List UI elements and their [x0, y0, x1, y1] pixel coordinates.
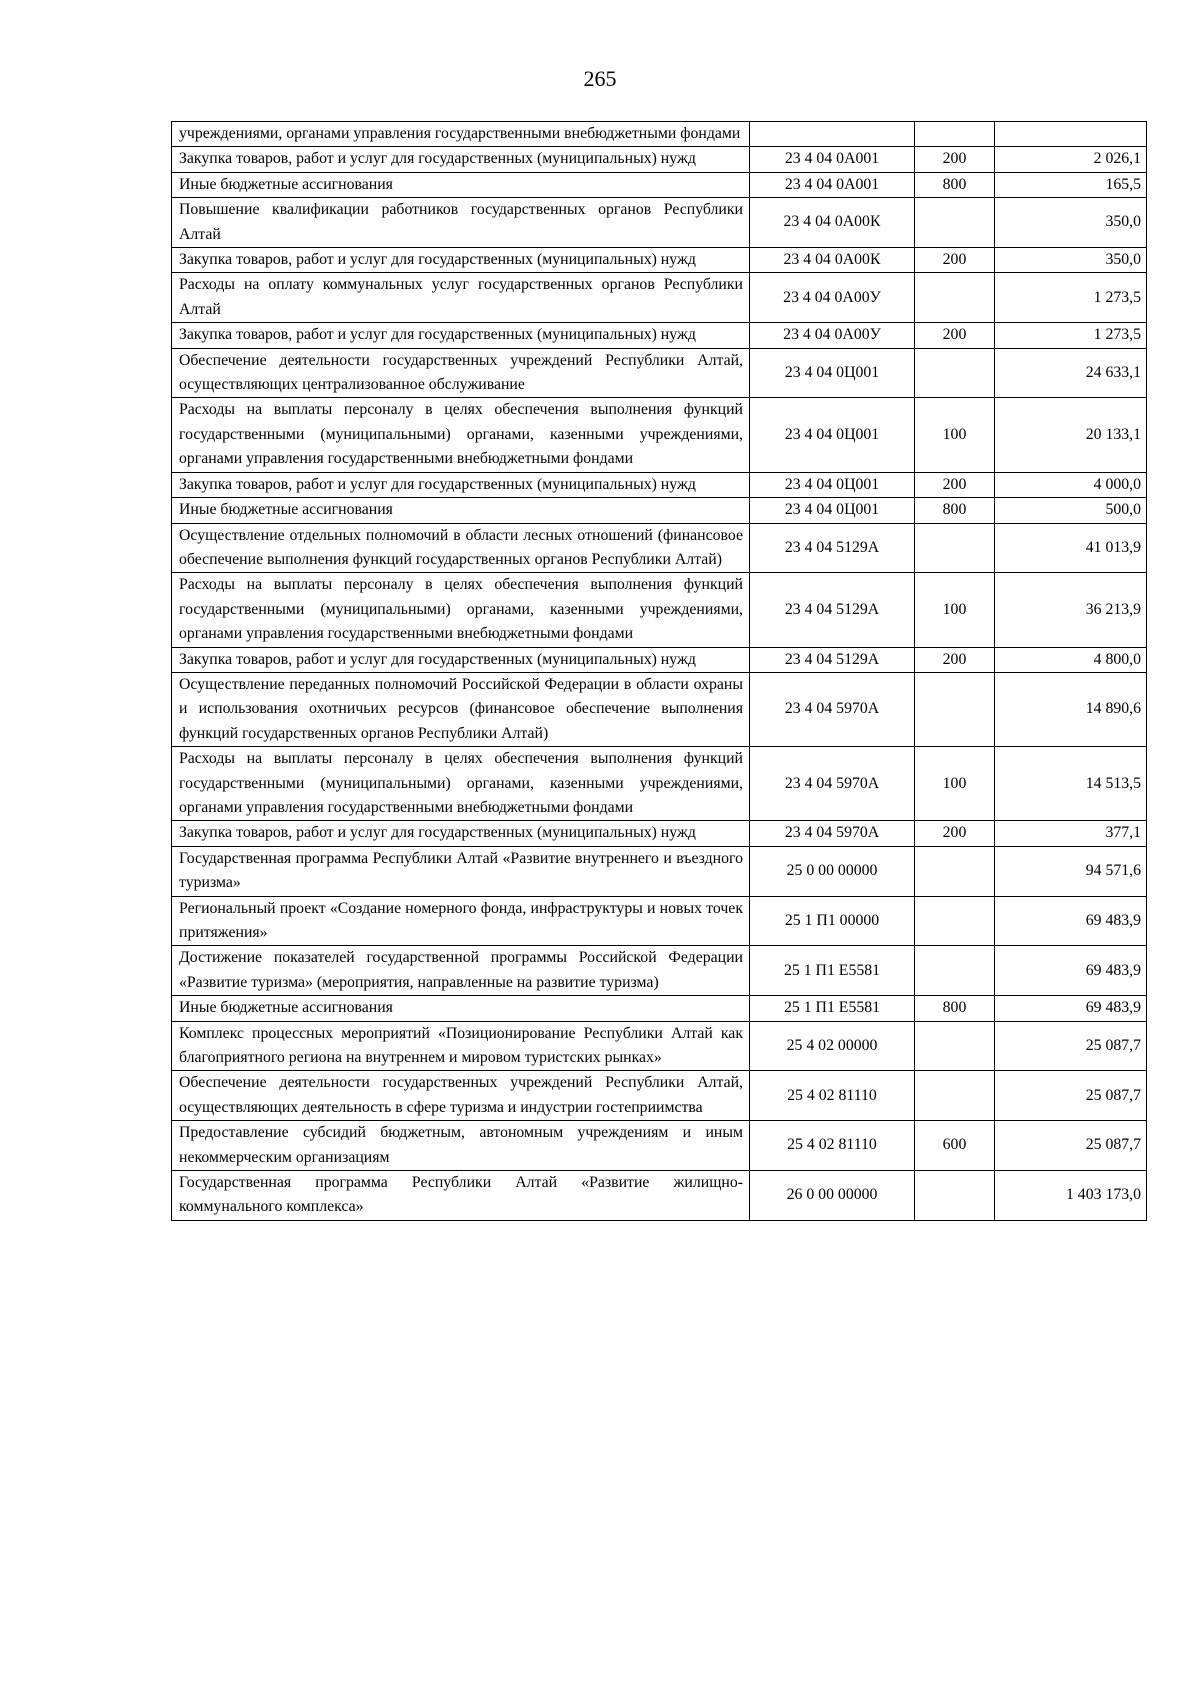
- table-row: [172, 472, 1147, 497]
- row-name-cell: Предоставление субсидий бюджетным, автономным учреждениям и иным некоммерческим организациям: [172, 1121, 750, 1171]
- row-amount-cell: 165,5: [995, 172, 1147, 197]
- row-type-cell: [915, 348, 995, 398]
- row-code-cell: 23 4 04 0А00У: [750, 323, 915, 348]
- table-row: [172, 747, 1147, 821]
- row-name-cell: Осуществление переданных полномочий Российской Федерации в области охраны и использования охотничьих ресурсов (финансовое обеспечение выполнения функций государственных органов Республики Алтай): [172, 672, 750, 746]
- row-name-cell: Закупка товаров, работ и услуг для государственных (муниципальных) нужд: [172, 821, 750, 846]
- row-name-cell: Расходы на выплаты персоналу в целях обеспечения выполнения функций государственными (муниципальными) органами, казенными учреждениями, органами управления государственными внебюджетными фондами: [172, 398, 750, 472]
- table-row: [172, 398, 1147, 472]
- row-code-cell: 23 4 04 0А001: [750, 172, 915, 197]
- row-name-cell: Обеспечение деятельности государственных учреждений Республики Алтай, осуществляющих централизованное обслуживание: [172, 348, 750, 398]
- table-row: [172, 273, 1147, 323]
- table-row: [172, 996, 1147, 1021]
- row-type-cell: [915, 122, 995, 147]
- row-amount-cell: 36 213,9: [995, 573, 1147, 647]
- budget-table-body: [172, 122, 1147, 1221]
- row-amount-cell: 1 273,5: [995, 273, 1147, 323]
- row-type-cell: 200: [915, 248, 995, 273]
- row-code-cell: 23 4 04 0А00К: [750, 198, 915, 248]
- budget-table: [171, 121, 1147, 1221]
- row-type-cell: 200: [915, 647, 995, 672]
- table-row: [172, 523, 1147, 573]
- table-row: [172, 647, 1147, 672]
- row-type-cell: 200: [915, 147, 995, 172]
- row-name-cell: Расходы на выплаты персоналу в целях обеспечения выполнения функций государственными (муниципальными) органами, казенными учреждениями, органами управления государственными внебюджетными фондами: [172, 573, 750, 647]
- row-amount-cell: 14 513,5: [995, 747, 1147, 821]
- row-type-cell: 800: [915, 996, 995, 1021]
- row-name-cell: Региональный проект «Создание номерного фонда, инфраструктуры и новых точек притяжения»: [172, 896, 750, 946]
- table-row: [172, 846, 1147, 896]
- row-code-cell: 23 4 04 5970А: [750, 821, 915, 846]
- row-amount-cell: 25 087,7: [995, 1021, 1147, 1071]
- row-amount-cell: 94 571,6: [995, 846, 1147, 896]
- row-name-cell: Иные бюджетные ассигнования: [172, 996, 750, 1021]
- row-amount-cell: 377,1: [995, 821, 1147, 846]
- table-row: [172, 896, 1147, 946]
- table-row: [172, 946, 1147, 996]
- row-amount-cell: 350,0: [995, 198, 1147, 248]
- row-name-cell: Закупка товаров, работ и услуг для государственных (муниципальных) нужд: [172, 248, 750, 273]
- row-amount-cell: 350,0: [995, 248, 1147, 273]
- row-type-cell: [915, 198, 995, 248]
- row-type-cell: [915, 846, 995, 896]
- row-name-cell: Закупка товаров, работ и услуг для государственных (муниципальных) нужд: [172, 147, 750, 172]
- table-row: [172, 1121, 1147, 1171]
- row-name-cell: Осуществление отдельных полномочий в области лесных отношений (финансовое обеспечение выполнения функций государственных органов Республики Алтай): [172, 523, 750, 573]
- row-code-cell: 23 4 04 0Ц001: [750, 398, 915, 472]
- row-amount-cell: 69 483,9: [995, 996, 1147, 1021]
- row-code-cell: 25 1 П1 Е5581: [750, 946, 915, 996]
- row-amount-cell: 69 483,9: [995, 896, 1147, 946]
- row-type-cell: 200: [915, 472, 995, 497]
- row-code-cell: 23 4 04 0А00У: [750, 273, 915, 323]
- row-type-cell: 100: [915, 573, 995, 647]
- row-amount-cell: 1 273,5: [995, 323, 1147, 348]
- row-name-cell: Государственная программа Республики Алтай «Развитие внутреннего и въездного туризма»: [172, 846, 750, 896]
- row-type-cell: 200: [915, 323, 995, 348]
- table-row: [172, 821, 1147, 846]
- row-code-cell: 23 4 04 5970А: [750, 672, 915, 746]
- row-code-cell: 23 4 04 0Ц001: [750, 472, 915, 497]
- row-name-cell: Повышение квалификации работников государственных органов Республики Алтай: [172, 198, 750, 248]
- row-name-cell: Обеспечение деятельности государственных учреждений Республики Алтай, осуществляющих деятельность в сфере туризма и индустрии гостеприимства: [172, 1071, 750, 1121]
- table-row: [172, 1071, 1147, 1121]
- row-code-cell: [750, 122, 915, 147]
- row-name-cell: Государственная программа Республики Алтай «Развитие жилищно-коммунального комплекса»: [172, 1171, 750, 1221]
- row-name-cell: Закупка товаров, работ и услуг для государственных (муниципальных) нужд: [172, 323, 750, 348]
- row-code-cell: 23 4 04 5129А: [750, 647, 915, 672]
- row-name-cell: Расходы на выплаты персоналу в целях обеспечения выполнения функций государственными (муниципальными) органами, казенными учреждениями, органами управления государственными внебюджетными фондами: [172, 747, 750, 821]
- row-amount-cell: 1 403 173,0: [995, 1171, 1147, 1221]
- row-amount-cell: 14 890,6: [995, 672, 1147, 746]
- row-type-cell: [915, 523, 995, 573]
- row-amount-cell: 25 087,7: [995, 1121, 1147, 1171]
- row-type-cell: [915, 896, 995, 946]
- row-name-cell: Расходы на оплату коммунальных услуг государственных органов Республики Алтай: [172, 273, 750, 323]
- row-type-cell: [915, 672, 995, 746]
- row-code-cell: 23 4 04 0А001: [750, 147, 915, 172]
- row-name-cell: Закупка товаров, работ и услуг для государственных (муниципальных) нужд: [172, 472, 750, 497]
- table-row: [172, 498, 1147, 523]
- row-code-cell: 23 4 04 0Ц001: [750, 498, 915, 523]
- table-row: [172, 348, 1147, 398]
- row-code-cell: 23 4 04 5129А: [750, 573, 915, 647]
- row-type-cell: [915, 1171, 995, 1221]
- row-code-cell: 25 1 П1 Е5581: [750, 996, 915, 1021]
- table-row: [172, 323, 1147, 348]
- row-type-cell: [915, 1021, 995, 1071]
- table-row: [172, 248, 1147, 273]
- row-code-cell: 23 4 04 0А00К: [750, 248, 915, 273]
- table-row: [172, 172, 1147, 197]
- row-type-cell: [915, 946, 995, 996]
- row-amount-cell: 41 013,9: [995, 523, 1147, 573]
- row-code-cell: 26 0 00 00000: [750, 1171, 915, 1221]
- row-type-cell: 100: [915, 747, 995, 821]
- page-number: 265: [583, 66, 617, 91]
- table-row: [172, 122, 1147, 147]
- row-amount-cell: 20 133,1: [995, 398, 1147, 472]
- row-name-cell: Комплекс процессных мероприятий «Позиционирование Республики Алтай как благоприятного региона на внутреннем и мировом туристских рынках»: [172, 1021, 750, 1071]
- row-name-cell: Закупка товаров, работ и услуг для государственных (муниципальных) нужд: [172, 647, 750, 672]
- row-code-cell: 25 4 02 00000: [750, 1021, 915, 1071]
- row-code-cell: 23 4 04 0Ц001: [750, 348, 915, 398]
- row-type-cell: 200: [915, 821, 995, 846]
- table-row: [172, 672, 1147, 746]
- row-code-cell: 23 4 04 5129А: [750, 523, 915, 573]
- row-type-cell: 600: [915, 1121, 995, 1171]
- row-amount-cell: 25 087,7: [995, 1071, 1147, 1121]
- row-type-cell: [915, 1071, 995, 1121]
- table-row: [172, 1171, 1147, 1221]
- row-code-cell: 25 0 00 00000: [750, 846, 915, 896]
- table-row: [172, 198, 1147, 248]
- row-code-cell: 23 4 04 5970А: [750, 747, 915, 821]
- table-row: [172, 573, 1147, 647]
- row-code-cell: 25 4 02 81110: [750, 1071, 915, 1121]
- row-amount-cell: 4 000,0: [995, 472, 1147, 497]
- row-code-cell: 25 4 02 81110: [750, 1121, 915, 1171]
- row-amount-cell: 500,0: [995, 498, 1147, 523]
- row-type-cell: [915, 273, 995, 323]
- row-name-cell: учреждениями, органами управления государственными внебюджетными фондами: [172, 122, 750, 147]
- row-name-cell: Иные бюджетные ассигнования: [172, 498, 750, 523]
- row-name-cell: Достижение показателей государственной программы Российской Федерации «Развитие туризма» (мероприятия, направленные на развитие туризма): [172, 946, 750, 996]
- row-amount-cell: 2 026,1: [995, 147, 1147, 172]
- row-amount-cell: 4 800,0: [995, 647, 1147, 672]
- row-amount-cell: 69 483,9: [995, 946, 1147, 996]
- row-type-cell: 800: [915, 498, 995, 523]
- table-row: [172, 1021, 1147, 1071]
- table-row: [172, 147, 1147, 172]
- row-amount-cell: [995, 122, 1147, 147]
- row-type-cell: 800: [915, 172, 995, 197]
- row-code-cell: 25 1 П1 00000: [750, 896, 915, 946]
- row-amount-cell: 24 633,1: [995, 348, 1147, 398]
- row-type-cell: 100: [915, 398, 995, 472]
- row-name-cell: Иные бюджетные ассигнования: [172, 172, 750, 197]
